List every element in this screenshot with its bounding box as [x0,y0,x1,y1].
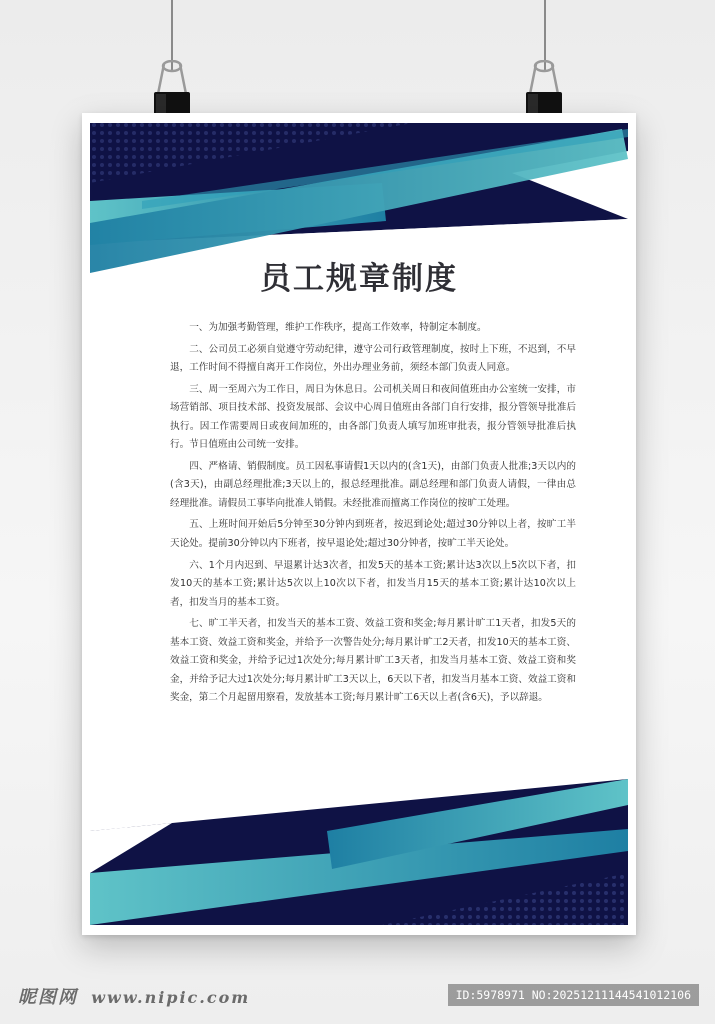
poster [82,113,636,935]
paragraph: 一、为加强考勤管理，维护工作秩序，提高工作效率，特制定本制度。 [189,322,487,333]
document-body [170,319,576,711]
paragraph: 三、周一至周六为工作日，周日为休息日。公司机关周日和夜间值班由办公室统一安排，市场营销部、项目技术部、投资发展部、会议中心周日值班由各部门自行安排，报分管领导批准后执行。因工作需要周日或夜间加班的，由各部门负责人填写加班审批表，报分管领导批准后执行。节日值班由公司统一安排。 [170,383,576,451]
paragraph: 六、1个月内迟到、早退累计达3次者，扣发5天的基本工资;累计达3次以上5次以下者，扣发10天的基本工资;累计达5次以上10次以下者，扣发当月15天的基本工资;累计达10次以上者，扣发当月的基本工资。 [170,559,576,608]
watermark-logo [18,983,250,1009]
watermark-id: ID:5978971 NO:20251211144541012106 [448,984,699,1006]
watermark-logo-text: 昵图网 [18,987,78,1008]
page-title: 员工规章制度 [260,261,458,297]
paragraph: 二、公司员工必须自觉遵守劳动纪律，遵守公司行政管理制度，按时上下班，不迟到，不早退，工作时间不得擅自离开工作岗位，外出办理业务前，须经本部门负责人同意。 [170,343,576,374]
paragraph: 四、严格请、销假制度。员工因私事请假1天以内的(含1天)，由部门负责人批准;3天以内的(含3天)，由副总经理批准;3天以上的，报总经理批准。副总经理和部门负责人请假，一律由总经理批准。请假员工事毕向批准人销假。未经批准而擅离工作岗位的按旷工处理。 [170,460,576,509]
paragraph: 五、上班时间开始后5分钟至30分钟内到班者，按迟到论处;超过30分钟以上者，按旷工半天论处。提前30分钟以内下班者，按早退论处;超过30分钟者，按旷工半天论处。 [170,519,576,550]
paragraph: 七、旷工半天者，扣发当天的基本工资、效益工资和奖金;每月累计旷工1天者，扣发5天的基本工资、效益工资和奖金，并给予一次警告处分;每月累计旷工2天者，扣发10天的基本工资、效益工资和奖金，并给予记过1次处分;每月累计旷工3天者，扣发当月基本工资、效益工资和奖金，并给予记大过1次处分;每月累计旷工3天以上，6天以下者，扣发当月基本工资、效益工资和奖金，第二个月起留用察看，发放基本工资;每月累计旷工6天以上者(含6天)，予以辞退。 [170,618,576,704]
watermark-site: www.nipic.com [91,988,251,1007]
